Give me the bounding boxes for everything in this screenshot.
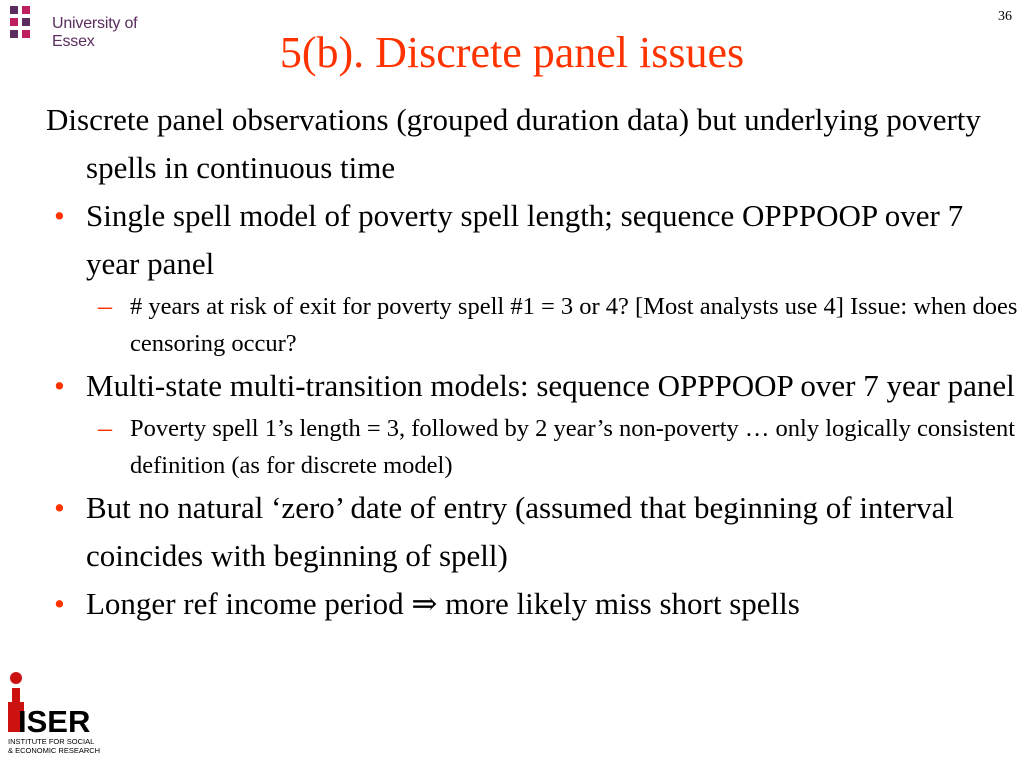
bullet-item: [46, 362, 1018, 410]
iser-logo-subtext-2: & ECONOMIC RESEARCH: [8, 746, 101, 755]
bullet-text: But no natural ‘zero’ date of entry (assumed that beginning of interval coincides with beginning of spell): [86, 490, 954, 573]
bullet-marker: •: [54, 198, 65, 233]
bullet-marker: •: [54, 490, 65, 525]
essex-logo-text: University of Essex: [52, 15, 138, 50]
bullet-item: [46, 580, 1018, 628]
bullet-marker: •: [54, 586, 65, 621]
iser-logo-text: ISER: [18, 704, 91, 739]
intro-paragraph: Discrete panel observations (grouped duration data) but underlying poverty spells in continuous time: [46, 102, 981, 185]
sub-bullet-item: [46, 288, 1018, 362]
bullet-item: [46, 192, 1018, 288]
bullet-text: Single spell model of poverty spell length; sequence OPPPOOP over 7 year panel: [86, 198, 964, 281]
bullet-item: [46, 484, 1018, 580]
iser-logo-mark-icon: [2, 666, 102, 766]
bullet-marker: •: [54, 368, 65, 403]
bullet-text: Multi-state multi-transition models: sequence OPPPOOP over 7 year panel: [86, 368, 1015, 403]
sub-bullet-item: [46, 410, 1018, 484]
dash-marker: –: [98, 291, 112, 322]
slide-title: 5(b). Discrete panel issues: [279, 28, 745, 77]
slide-body: [46, 96, 1018, 628]
bullet-text: Longer ref income period ⇒ more likely miss short spells: [86, 586, 800, 621]
iser-logo: [2, 666, 102, 766]
dash-marker: –: [98, 413, 112, 444]
slide-number: 36: [998, 9, 1012, 24]
iser-logo-subtext-1: INSTITUTE FOR SOCIAL: [8, 737, 95, 746]
sub-bullet-text: # years at risk of exit for poverty spell #1 = 3 or 4? [Most analysts use 4] Issue: when does censoring occur?: [130, 293, 1018, 357]
sub-bullet-text: Poverty spell 1’s length = 3, followed by 2 year’s non-poverty … only logically consistent definition (as for discrete model): [130, 415, 1016, 479]
